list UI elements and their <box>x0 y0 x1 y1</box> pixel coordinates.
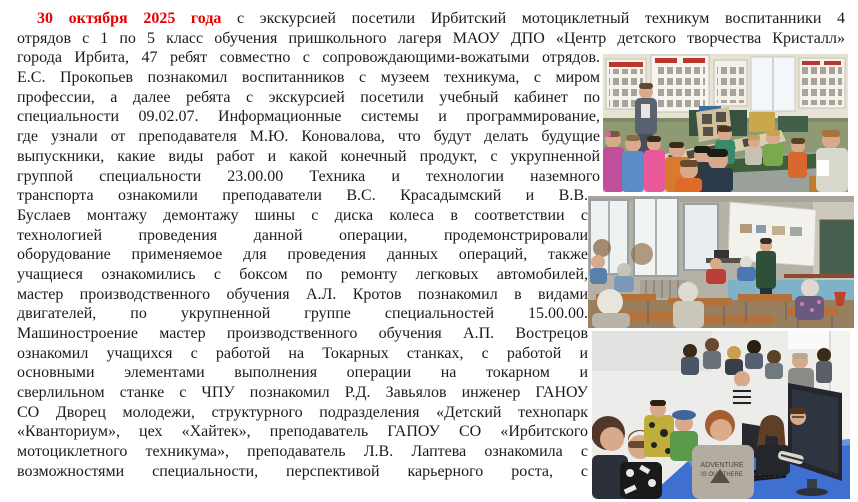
computer-lab-scene-illustration <box>592 331 850 499</box>
date-highlight: 30 октября 2025 года <box>37 10 222 27</box>
text-line: мастер производственного обучения А.Л. Кротов познакомил в видами <box>17 285 588 303</box>
photo-museum-excursion <box>603 54 848 192</box>
text-line: двигателей, по укрупненной группе специальностей 15.00.00. <box>17 305 588 323</box>
text-line: Машиностроение мастер производственного обучения А.П. Вострецов <box>17 325 588 342</box>
text-line: специальности 09.02.07. Информационные системы и программирование, <box>17 108 600 126</box>
text-line: транспорта ознакомили преподаватели В.С. Красадымский и В.В. <box>17 187 588 205</box>
museum-scene-illustration <box>603 54 848 192</box>
text-line: города Ирбита, 47 ребят совместно с сопровождающими-вожатыми отрядов. <box>17 49 600 67</box>
text-line: ознакомил учащихся с работой на Токарных станках, с работой и <box>17 344 588 362</box>
photo-computer-lab <box>592 331 850 499</box>
text-line: возможностями специальности, перспективой карьерного роста, с <box>17 462 588 480</box>
text-line: Е.С. Прокопьев познакомил воспитанников с музеем техникума, с миром <box>17 69 600 87</box>
text-line: Буслаев монтажу демонтажу шины с диска колеса в соответствии с <box>17 206 588 224</box>
photo-classroom-lesson <box>588 196 854 328</box>
hoodie-print-line2: IS OUT THERE <box>701 472 743 478</box>
text-line: основными элементами выполнения операции на токарном и <box>17 364 588 382</box>
text-line: профессии, а далее ребята с экскурсией посетили учебный кабинет по <box>17 88 600 106</box>
text-line: технологией проведения данной операции, продемонстрировали <box>17 226 588 244</box>
text-line: сверлильном станке с ЧПУ познакомил Р.Д. Завьялов инженер ГАНОУ <box>17 384 588 402</box>
hoodie-print-line1: ADVENTURE <box>700 462 744 469</box>
text-line: оборудование применяемое для проведения данных операций, также <box>17 246 588 264</box>
text-line: учащиеся ознакомились с боксом по ремонту легковых автомобилей, <box>17 265 588 283</box>
text-line: мотоциклетного техникума», преподаватель Л.В. Лаптева ознакомила с <box>17 443 588 461</box>
text-line: отрядов с 1 по 5 класс обучения пришкольного лагеря МАОУ ДПО «Центр детского творчества Кристалл» <box>17 29 845 47</box>
text-line: СО Дворец молодежи, структурного подразделения «Детский технопарк <box>17 403 588 421</box>
text-line: 30 октября 2025 года с экскурсией посетили Ирбитский мотоциклетный техникум воспитанники 4 <box>37 10 845 27</box>
classroom-scene-illustration <box>588 196 854 328</box>
text-line: группой специальности 23.00.00 Техника и технологии наземного <box>17 167 600 185</box>
text-line: «Кванториум», цех «Хайтек», преподаватель ГАПОУ СО «Ирбитского <box>17 423 588 441</box>
text-line: где узнали от преподавателя М.Ю. Коновалова, что будут делать будущие <box>17 128 600 146</box>
text-line: выпускники, какие виды работ и какой конечный продукт, с укрупненной <box>17 147 600 165</box>
